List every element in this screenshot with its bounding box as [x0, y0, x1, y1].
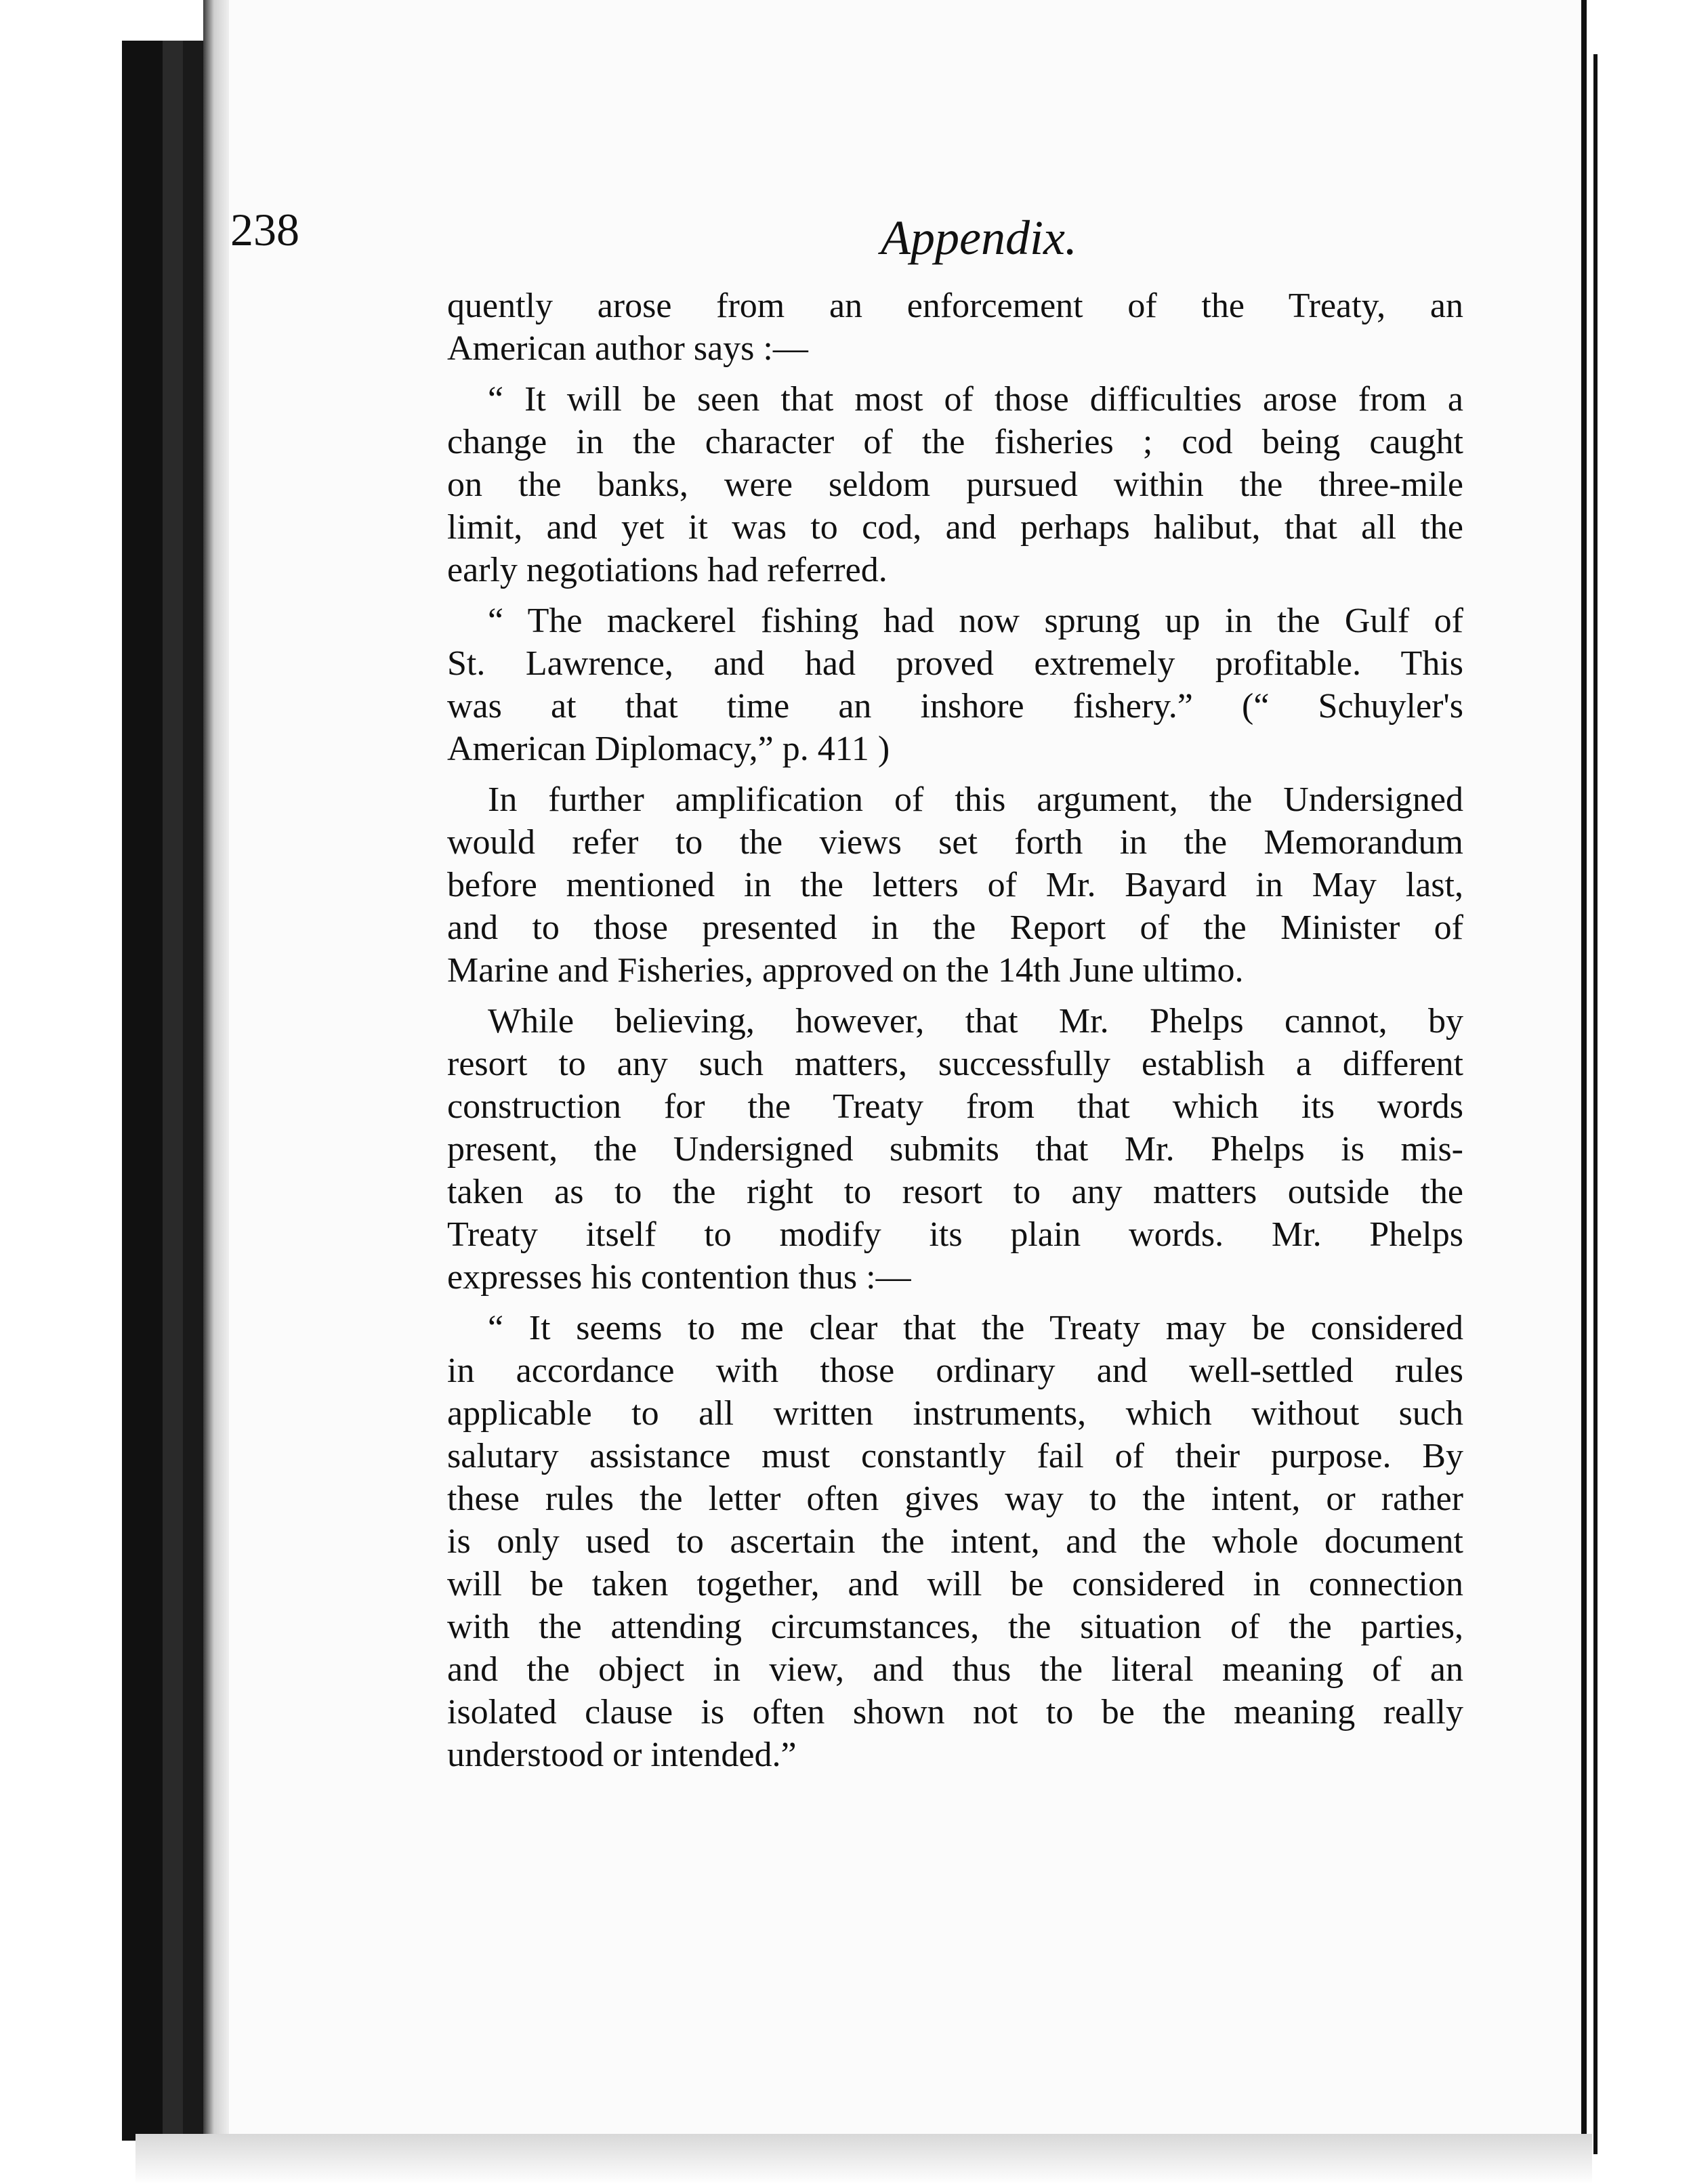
text-line: salutary assistance must constantly fail of their purpose. By: [447, 1437, 1463, 1475]
binding-edge: [122, 41, 163, 2141]
text-line: and the object in view, and thus the literal meaning of an: [447, 1650, 1463, 1689]
text-line: expresses his contention thus :—: [447, 1258, 911, 1297]
page-number: 238: [230, 204, 299, 255]
text-line: change in the character of the fisheries ; cod being caught: [447, 423, 1463, 461]
text-line: “ It seems to me clear that the Treaty may be considered: [488, 1309, 1463, 1347]
text-line: these rules the letter often gives way to the intent, or rather: [447, 1479, 1463, 1518]
text-line: resort to any such matters, successfully establish a different: [447, 1045, 1463, 1083]
text-line: with the attending circumstances, the situation of the parties,: [447, 1608, 1463, 1646]
text-line: “ It will be seen that most of those difficulties arose from a: [488, 380, 1463, 419]
page-bottom-shadow: [135, 2134, 1592, 2184]
text-line: St. Lawrence, and had proved extremely profitable. This: [447, 644, 1463, 683]
text-line: present, the Undersigned submits that Mr. Phelps is mis-: [447, 1130, 1463, 1169]
text-line: While believing, however, that Mr. Phelps cannot, by: [488, 1002, 1463, 1041]
text-line: “ The mackerel fishing had now sprung up in the Gulf of: [488, 602, 1463, 640]
text-line: American Diplomacy,” p. 411 ): [447, 730, 890, 768]
text-line: is only used to ascertain the intent, and the whole document: [447, 1522, 1463, 1561]
text-line: before mentioned in the letters of Mr. Bayard in May last,: [447, 866, 1463, 904]
text-line: Marine and Fisheries, approved on the 14th June ultimo.: [447, 951, 1244, 990]
text-line: taken as to the right to resort to any matters outside the: [447, 1173, 1463, 1211]
paragraph: [447, 285, 1463, 370]
paragraph: [447, 378, 1463, 591]
facing-page-edge: [1593, 54, 1598, 2154]
text-line: was at that time an inshore fishery.” (“ Schuyler's: [447, 687, 1463, 726]
text-line: In further amplification of this argument, the Undersigned: [488, 780, 1463, 819]
text-line: in accordance with those ordinary and well-settled rules: [447, 1351, 1463, 1390]
text-line: early negotiations had referred.: [447, 551, 888, 589]
body-text: [447, 285, 1463, 1784]
text-line: construction for the Treaty from that which its words: [447, 1087, 1463, 1126]
text-line: Treaty itself to modify its plain words. Mr. Phelps: [447, 1215, 1463, 1254]
text-line: would refer to the views set forth in the Memorandum: [447, 823, 1463, 862]
text-line: on the banks, were seldom pursued within the three-mile: [447, 465, 1463, 504]
text-line: applicable to all written instruments, which without such: [447, 1394, 1463, 1433]
text-line: American author says :—: [447, 329, 808, 368]
page-stack-edge: [203, 0, 230, 2184]
text-line: quently arose from an enforcement of the Treaty, an: [447, 287, 1463, 325]
paragraph: [447, 1307, 1463, 1776]
paragraph: [447, 778, 1463, 992]
text-line: isolated clause is often shown not to be the meaning really: [447, 1693, 1463, 1731]
book-edge: [0, 0, 224, 2184]
running-head: Appendix.: [881, 211, 1077, 265]
paragraph: [447, 1000, 1463, 1299]
binding-edge-inner: [163, 41, 183, 2141]
text-line: and to those presented in the Report of the Minister of: [447, 908, 1463, 947]
text-line: understood or intended.”: [447, 1736, 797, 1774]
text-line: limit, and yet it was to cod, and perhaps halibut, that all the: [447, 508, 1463, 547]
paragraph: [447, 600, 1463, 770]
text-line: will be taken together, and will be considered in connection: [447, 1565, 1463, 1603]
